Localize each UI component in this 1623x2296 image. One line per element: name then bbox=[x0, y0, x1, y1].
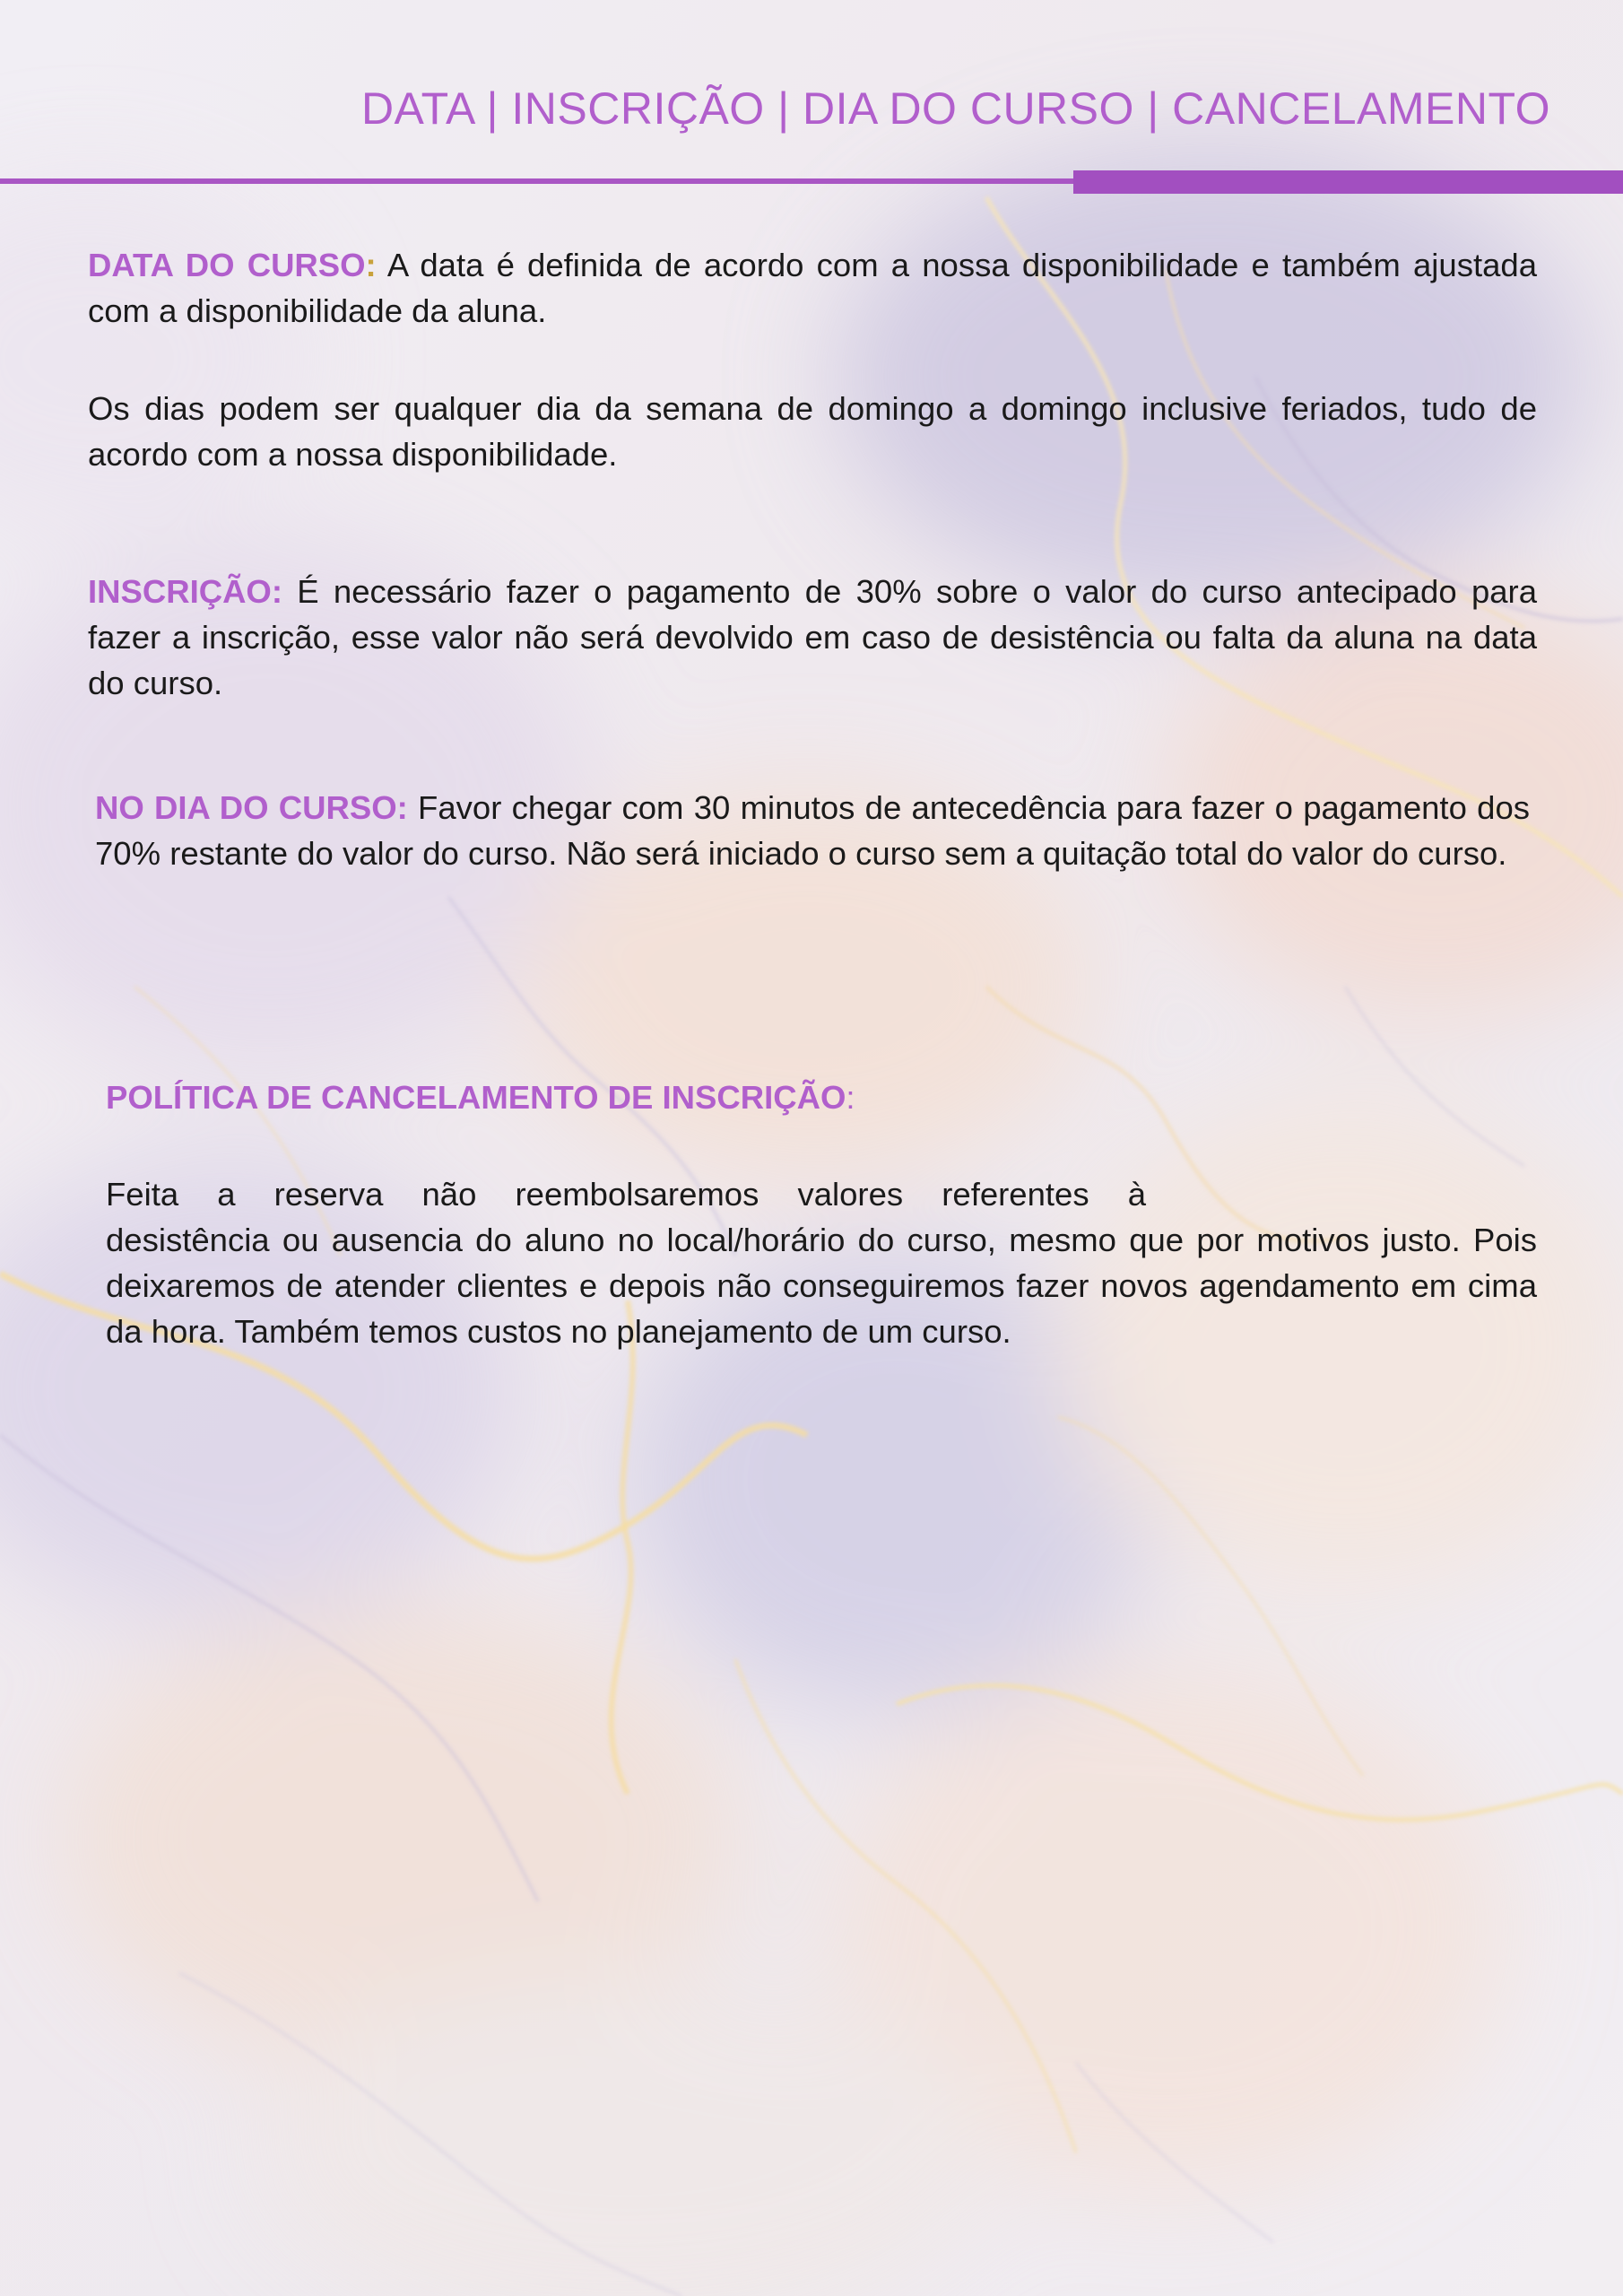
section-inscricao bbox=[88, 569, 1537, 706]
label-inscricao: INSCRIÇÃO: bbox=[88, 573, 282, 610]
section-dia-do-curso bbox=[95, 785, 1530, 876]
label-cancelamento-colon: : bbox=[846, 1079, 855, 1116]
page-title: DATA | INSCRIÇÃO | DIA DO CURSO | CANCELAMENTO bbox=[360, 83, 1550, 134]
section-cancelamento-heading bbox=[106, 1074, 1532, 1120]
section-reserva bbox=[106, 1171, 1537, 1354]
text-inscricao: É necessário fazer o pagamento de 30% sobre o valor do curso antecipado para fazer a inscrição, esse valor não será devolvido em caso de desistência ou falta da aluna na data do curso. bbox=[88, 573, 1537, 701]
header-divider-thin bbox=[0, 178, 1076, 184]
text-reserva: desistência ou ausencia do aluno no local/horário do curso, mesmo que por motivos justo. Pois deixaremos de atender clientes e depois não conseguiremos fazer novos agendamento em cima da hora. Também temos custos no planejamento de um curso. bbox=[106, 1222, 1537, 1350]
section-data-do-curso bbox=[88, 242, 1537, 334]
label-cancelamento: POLÍTICA DE CANCELAMENTO DE INSCRIÇÃO bbox=[106, 1079, 846, 1116]
label-dia-do-curso: NO DIA DO CURSO: bbox=[95, 789, 408, 826]
text-reserva-line1: Feita a reserva não reembolsaremos valores referentes à bbox=[106, 1176, 1146, 1213]
header-divider-thick bbox=[1073, 170, 1623, 194]
text-data-do-curso: A data é definida de acordo com a nossa disponibilidade e também ajustada com a disponibilidade da aluna. bbox=[88, 247, 1537, 329]
section-dias bbox=[88, 386, 1537, 477]
text-dia-do-curso: Favor chegar com 30 minutos de antecedência para fazer o pagamento dos 70% restante do valor do curso. Não será iniciado o curso sem a quitação total do valor do curso. bbox=[95, 789, 1530, 872]
label-data-do-curso: DATA DO CURSO bbox=[88, 247, 366, 283]
label-colon: : bbox=[365, 247, 377, 283]
text-dias: Os dias podem ser qualquer dia da semana de domingo a domingo inclusive feriados, tudo de acordo com a nossa disponibilidade. bbox=[88, 390, 1537, 473]
